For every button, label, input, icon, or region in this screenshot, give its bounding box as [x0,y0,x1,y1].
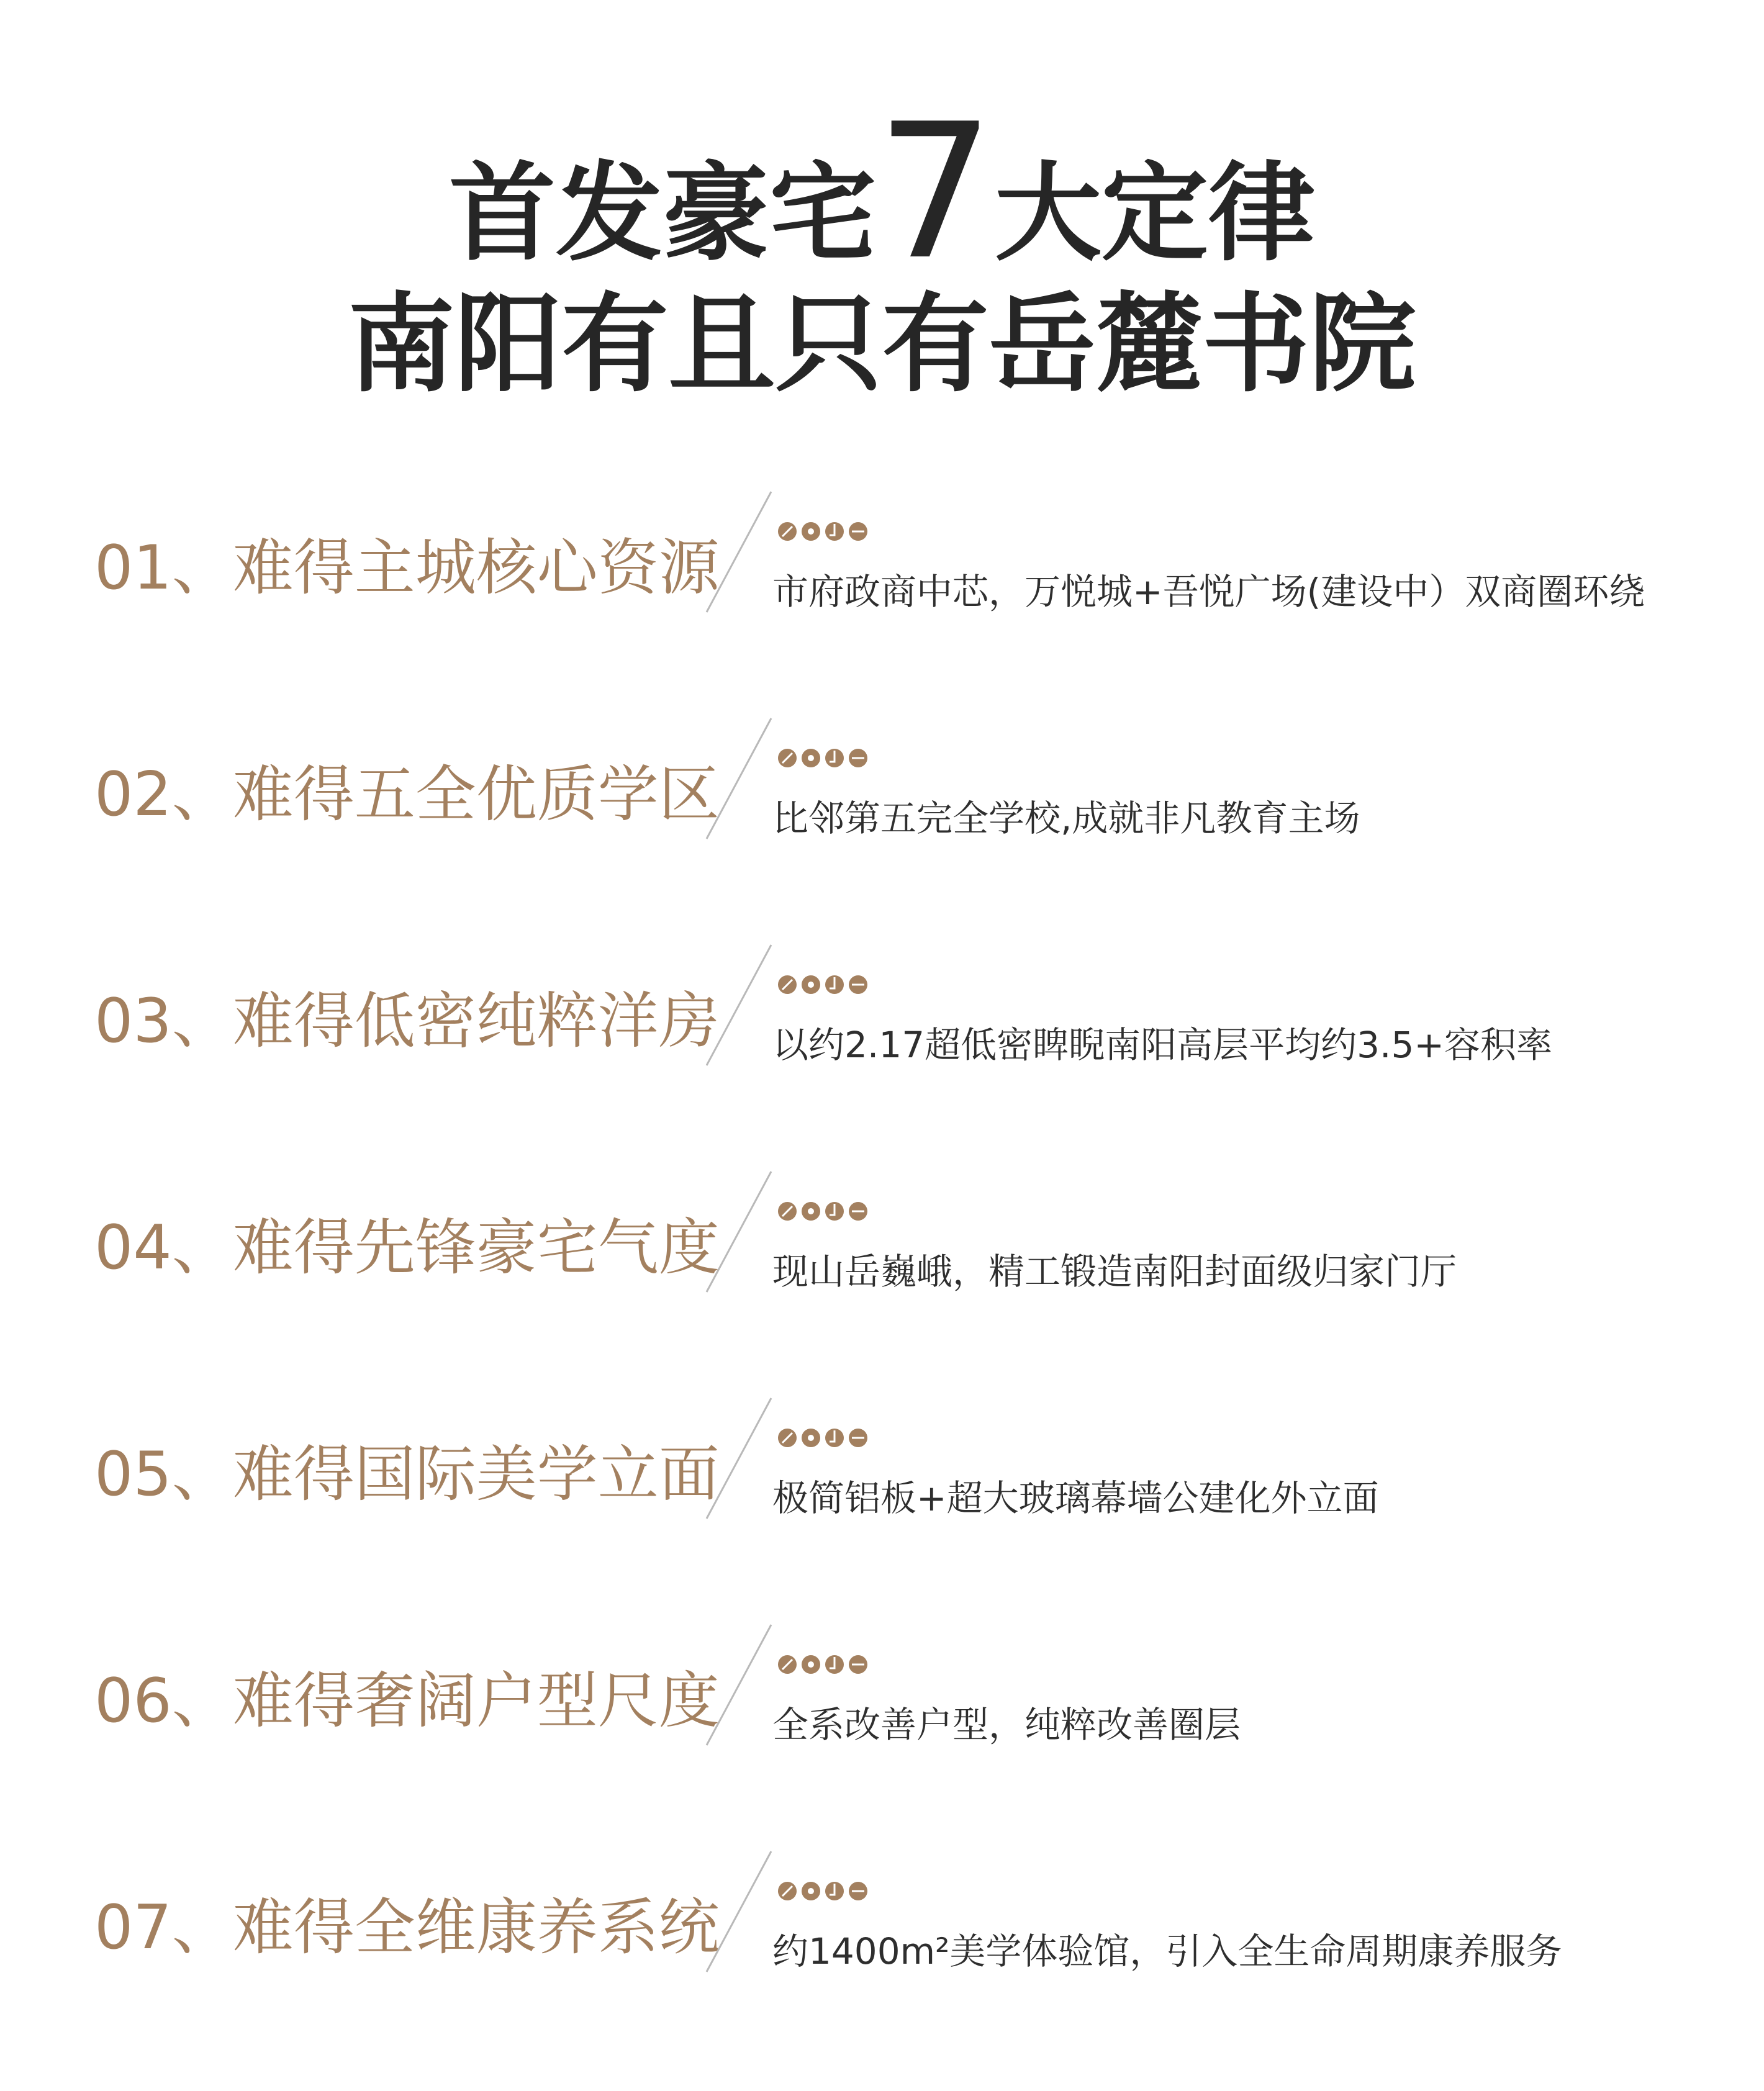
rule-description: 约1400m²美学体验馆，引入全生命周期康养服务 [772,1930,1562,1972]
four-dots-icon [775,1877,874,1905]
page-title-line-1 [0,84,1764,300]
rule-title: 05、难得国际美学立面 [94,1439,720,1510]
rule-row-4 [0,1170,1764,1357]
rule-row-7 [0,1850,1764,2036]
rule-row-2 [0,717,1764,903]
rule-description: 以约2.17超低密睥睨南阳高层平均约3.5+容积率 [772,1024,1552,1066]
rule-title: 06、难得奢阔户型尺度 [94,1666,720,1736]
four-dots-icon [775,744,874,772]
divider-slash-icon [702,490,776,615]
rule-row-1 [0,490,1764,677]
title-prefix: 首发豪宅 [449,151,877,276]
rule-title: 04、难得先锋豪宅气度 [94,1213,720,1283]
title-number: 7 [876,84,995,300]
title-suffix: 大定律 [994,151,1315,276]
four-dots-icon [775,1651,874,1678]
page-title-line-2: 南阳有且只有岳麓书院 [348,282,1416,407]
rule-description: 市府政商中芯，万悦城+吾悦广场(建设中）双商圈环绕 [772,571,1645,613]
four-dots-icon [775,1424,874,1452]
rule-description: 现山岳巍峨，精工锻造南阳封面级归家门厅 [772,1250,1457,1293]
four-dots-icon [775,518,874,545]
rule-description: 极简铝板+超大玻璃幕墙公建化外立面 [772,1477,1379,1519]
rule-title: 07、难得全维康养系统 [94,1892,720,1963]
rule-row-5 [0,1397,1764,1583]
rule-row-6 [0,1624,1764,1810]
rule-title: 03、难得低密纯粹洋房 [94,986,720,1057]
four-dots-icon [775,971,874,998]
divider-slash-icon [702,1397,776,1521]
divider-slash-icon [702,1850,776,1974]
rule-title: 02、难得五全优质学区 [94,759,720,830]
divider-slash-icon [702,717,776,841]
four-dots-icon [775,1198,874,1225]
divider-slash-icon [702,944,776,1068]
divider-slash-icon [702,1624,776,1748]
divider-slash-icon [702,1170,776,1294]
rule-row-3 [0,944,1764,1130]
rule-description: 比邻第五完全学校,成就非凡教育主场 [772,797,1360,839]
rule-description: 全系改善户型，纯粹改善圈层 [772,1704,1241,1746]
rule-title: 01、难得主城核心资源 [94,533,720,603]
